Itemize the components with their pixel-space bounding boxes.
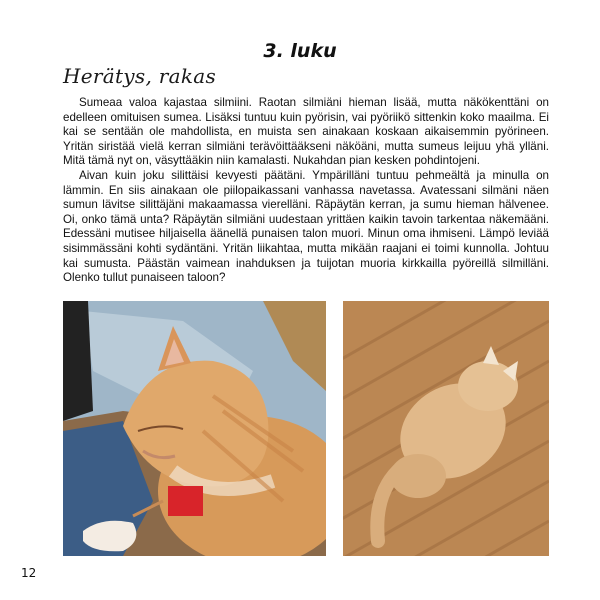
- photo-sleeping-cat: [63, 301, 326, 556]
- paragraph-1: Sumeaa valoa kajastaa silmiini. Raotan silmiäni hieman lisää, mutta näkökenttäni on edelleen omituisen sumea. Lisäksi tuntuu kuin pyörisin, vai pyöriikö sittenkin koko maailma. Ei kai se sentään ole mahdollista, en muista sen ainakaan koskaan aikaisemmin pyörineen. Yritän siristää vielä kerran silmiäni terävöittääkseni näköäni, mutta sumeus leijuu yhä ylläni. Mitä tämä nyt on, väsyttääkin niin kamalasti. Nukahdan pian kesken pohdintojeni.: [63, 96, 549, 168]
- paragraph-2: Aivan kuin joku silittäisi kevyesti päätäni. Ympärilläni tuntuu pehmeältä ja minulla on lämmin. En siis ainakaan ole piilopaikassani vanhassa navetassa. Avatessani silmäni näen sumun lävitse silittäjäni makaamassa vierelläni. Räpäytän kerran, ja sumu hieman hälvenee. Oi, onko tämä unta? Räpäytän silmiäni uudestaan yrittäen kaikin tavoin tarkentaa näkemääni. Edessäni mutisee hiljaisella äänellä punaisen talon muori. Minun oma ihmiseni. Lämpö leviää sisimmässäni kohti sydäntäni. Yritän liikahtaa, mutta mikään raajani ei toimi kunnolla. Johtuu kai sumusta. Päästän vaimean inahduksen ja tuijotan muoria kirkkailla pyöreillä silmilläni. Olenko tullut punaiseen taloon?: [63, 168, 549, 285]
- cat-on-floor-illustration: [343, 301, 549, 556]
- chapter-subtitle: Herätys, rakas: [63, 64, 217, 88]
- photo-cat-on-floor: [343, 301, 549, 556]
- page-number: 12: [21, 566, 37, 580]
- sleeping-cat-illustration: [63, 301, 326, 556]
- body-text: [63, 96, 549, 286]
- chapter-title: 3. luku: [263, 40, 337, 62]
